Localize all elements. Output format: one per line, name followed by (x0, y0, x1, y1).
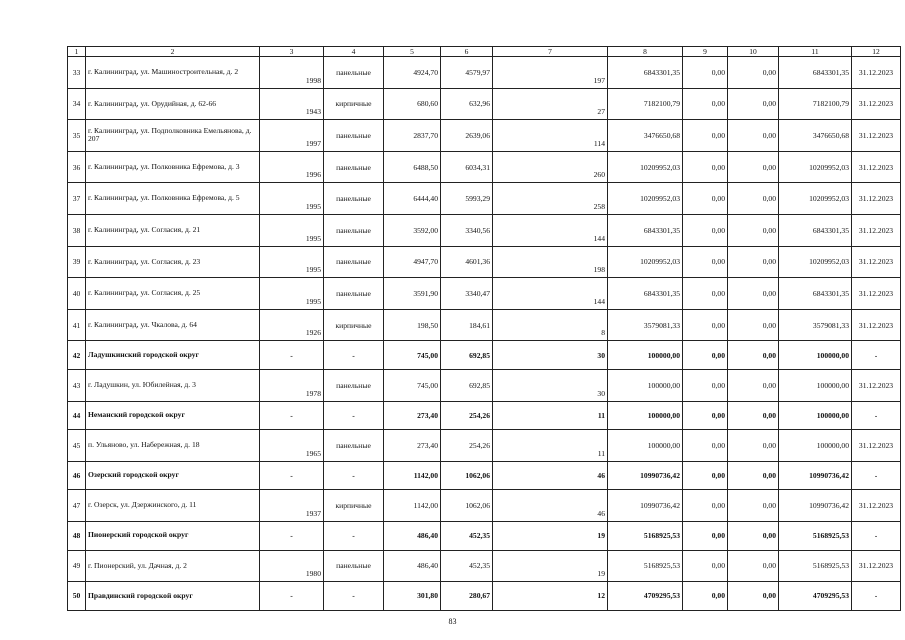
address-cell: г. Калининград, ул. Орудийная, д. 62-66 (86, 88, 260, 120)
cost-budget-cell: 0,00 (728, 461, 779, 490)
row-number: 40 (68, 278, 86, 310)
residents-cell: 12 (493, 582, 608, 611)
total-area-cell: 486,40 (384, 550, 441, 582)
cost-owners-cell: 6843301,35 (779, 278, 852, 310)
total-area-cell: 198,50 (384, 309, 441, 341)
row-number: 43 (68, 369, 86, 401)
year-cell: 1965 (260, 430, 324, 462)
total-cost-cell: 10209952,03 (608, 151, 683, 183)
row-number: 42 (68, 341, 86, 370)
cost-owners-cell: 4709295,53 (779, 582, 852, 611)
living-area-cell: 280,67 (441, 582, 493, 611)
cost-budget-cell: 0,00 (728, 183, 779, 215)
cost-fund-cell: 0,00 (683, 120, 728, 152)
cost-owners-cell: 100000,00 (779, 430, 852, 462)
cost-owners-cell: 10209952,03 (779, 183, 852, 215)
total-cost-cell: 10209952,03 (608, 183, 683, 215)
material-cell: панельные (324, 120, 384, 152)
material-cell: панельные (324, 369, 384, 401)
total-area-cell: 6444,40 (384, 183, 441, 215)
deadline-cell: - (852, 521, 901, 550)
district-subtotal-row (68, 341, 901, 370)
cost-owners-cell: 10209952,03 (779, 151, 852, 183)
district-subtotal-row (68, 521, 901, 550)
living-area-cell: 452,35 (441, 521, 493, 550)
living-area-cell: 5993,29 (441, 183, 493, 215)
cost-fund-cell: 0,00 (683, 278, 728, 310)
deadline-cell: 31.12.2023 (852, 120, 901, 152)
column-number: 12 (852, 47, 901, 57)
total-cost-cell: 100000,00 (608, 369, 683, 401)
living-area-cell: 3340,47 (441, 278, 493, 310)
year-cell: 1998 (260, 57, 324, 89)
living-area-cell: 254,26 (441, 430, 493, 462)
cost-fund-cell: 0,00 (683, 88, 728, 120)
living-area-cell: 4579,97 (441, 57, 493, 89)
column-number: 2 (86, 47, 260, 57)
cost-fund-cell: 0,00 (683, 401, 728, 430)
material-cell: - (324, 401, 384, 430)
address-cell: г. Озерск, ул. Дзержинского, д. 11 (86, 490, 260, 522)
material-cell: - (324, 461, 384, 490)
cost-owners-cell: 10209952,03 (779, 246, 852, 278)
row-number: 48 (68, 521, 86, 550)
cost-fund-cell: 0,00 (683, 151, 728, 183)
column-number: 5 (384, 47, 441, 57)
year-cell: - (260, 341, 324, 370)
material-cell: панельные (324, 151, 384, 183)
cost-fund-cell: 0,00 (683, 183, 728, 215)
year-cell: 1978 (260, 369, 324, 401)
cost-budget-cell: 0,00 (728, 582, 779, 611)
material-cell: панельные (324, 430, 384, 462)
row-number: 39 (68, 246, 86, 278)
cost-owners-cell: 3579081,33 (779, 309, 852, 341)
total-area-cell: 273,40 (384, 401, 441, 430)
total-cost-cell: 5168925,53 (608, 550, 683, 582)
total-cost-cell: 10209952,03 (608, 246, 683, 278)
table-row (68, 369, 901, 401)
cost-budget-cell: 0,00 (728, 550, 779, 582)
row-number: 50 (68, 582, 86, 611)
cost-owners-cell: 100000,00 (779, 401, 852, 430)
living-area-cell: 4601,36 (441, 246, 493, 278)
total-cost-cell: 6843301,35 (608, 57, 683, 89)
deadline-cell: 31.12.2023 (852, 309, 901, 341)
row-number: 38 (68, 214, 86, 246)
deadline-cell: - (852, 341, 901, 370)
row-number: 44 (68, 401, 86, 430)
cost-budget-cell: 0,00 (728, 490, 779, 522)
residents-cell: 144 (493, 214, 608, 246)
district-subtotal-row (68, 401, 901, 430)
cost-fund-cell: 0,00 (683, 461, 728, 490)
row-number: 49 (68, 550, 86, 582)
deadline-cell: 31.12.2023 (852, 183, 901, 215)
address-cell: г. Калининград, ул. Согласия, д. 23 (86, 246, 260, 278)
cost-budget-cell: 0,00 (728, 278, 779, 310)
cost-budget-cell: 0,00 (728, 309, 779, 341)
address-cell: г. Калининград, ул. Подполковника Емельянова, д. 207 (86, 120, 260, 152)
address-cell: г. Калининград, ул. Согласия, д. 25 (86, 278, 260, 310)
row-number: 47 (68, 490, 86, 522)
total-cost-cell: 100000,00 (608, 341, 683, 370)
residents-cell: 46 (493, 490, 608, 522)
year-cell: 1995 (260, 278, 324, 310)
total-cost-cell: 7182100,79 (608, 88, 683, 120)
cost-fund-cell: 0,00 (683, 550, 728, 582)
address-cell: Правдинский городской округ (86, 582, 260, 611)
material-cell: - (324, 341, 384, 370)
cost-budget-cell: 0,00 (728, 57, 779, 89)
row-number: 33 (68, 57, 86, 89)
cost-owners-cell: 100000,00 (779, 341, 852, 370)
cost-fund-cell: 0,00 (683, 309, 728, 341)
residents-cell: 11 (493, 401, 608, 430)
cost-owners-cell: 6843301,35 (779, 57, 852, 89)
material-cell: кирпичные (324, 88, 384, 120)
table-row (68, 278, 901, 310)
material-cell: кирпичные (324, 309, 384, 341)
table-row (68, 88, 901, 120)
year-cell: 1995 (260, 183, 324, 215)
table-row (68, 490, 901, 522)
cost-budget-cell: 0,00 (728, 151, 779, 183)
address-cell: г. Калининград, ул. Чкалова, д. 64 (86, 309, 260, 341)
year-cell: 1943 (260, 88, 324, 120)
total-cost-cell: 6843301,35 (608, 214, 683, 246)
cost-fund-cell: 0,00 (683, 341, 728, 370)
cost-fund-cell: 0,00 (683, 214, 728, 246)
living-area-cell: 254,26 (441, 401, 493, 430)
material-cell: панельные (324, 278, 384, 310)
deadline-cell: 31.12.2023 (852, 278, 901, 310)
column-number: 7 (493, 47, 608, 57)
row-number: 41 (68, 309, 86, 341)
address-cell: Неманский городской округ (86, 401, 260, 430)
living-area-cell: 2639,06 (441, 120, 493, 152)
total-area-cell: 745,00 (384, 341, 441, 370)
total-cost-cell: 10990736,42 (608, 490, 683, 522)
row-number: 37 (68, 183, 86, 215)
total-area-cell: 745,00 (384, 369, 441, 401)
table-row (68, 550, 901, 582)
material-cell: панельные (324, 214, 384, 246)
deadline-cell: 31.12.2023 (852, 430, 901, 462)
page-number: 83 (448, 617, 457, 626)
cost-fund-cell: 0,00 (683, 430, 728, 462)
residents-cell: 258 (493, 183, 608, 215)
cost-fund-cell: 0,00 (683, 246, 728, 278)
year-cell: - (260, 461, 324, 490)
residents-cell: 46 (493, 461, 608, 490)
material-cell: панельные (324, 57, 384, 89)
cost-budget-cell: 0,00 (728, 369, 779, 401)
cost-fund-cell: 0,00 (683, 57, 728, 89)
cost-budget-cell: 0,00 (728, 430, 779, 462)
column-number: 10 (728, 47, 779, 57)
living-area-cell: 1062,06 (441, 490, 493, 522)
district-subtotal-row (68, 461, 901, 490)
column-number: 4 (324, 47, 384, 57)
table-row (68, 120, 901, 152)
deadline-cell: 31.12.2023 (852, 369, 901, 401)
material-cell: панельные (324, 550, 384, 582)
deadline-cell: 31.12.2023 (852, 490, 901, 522)
table-row (68, 246, 901, 278)
living-area-cell: 452,35 (441, 550, 493, 582)
year-cell: 1997 (260, 120, 324, 152)
deadline-cell: 31.12.2023 (852, 246, 901, 278)
column-number: 9 (683, 47, 728, 57)
material-cell: кирпичные (324, 490, 384, 522)
cost-owners-cell: 10990736,42 (779, 490, 852, 522)
residents-cell: 8 (493, 309, 608, 341)
deadline-cell: 31.12.2023 (852, 214, 901, 246)
address-cell: Озерский городской округ (86, 461, 260, 490)
cost-owners-cell: 10990736,42 (779, 461, 852, 490)
material-cell: панельные (324, 246, 384, 278)
cost-budget-cell: 0,00 (728, 120, 779, 152)
living-area-cell: 632,96 (441, 88, 493, 120)
row-number: 35 (68, 120, 86, 152)
residents-cell: 197 (493, 57, 608, 89)
cost-owners-cell: 100000,00 (779, 369, 852, 401)
row-number: 45 (68, 430, 86, 462)
deadline-cell: - (852, 461, 901, 490)
material-cell: панельные (324, 183, 384, 215)
total-cost-cell: 4709295,53 (608, 582, 683, 611)
residents-cell: 30 (493, 341, 608, 370)
housing-table (67, 46, 901, 611)
cost-owners-cell: 7182100,79 (779, 88, 852, 120)
column-number: 8 (608, 47, 683, 57)
cost-fund-cell: 0,00 (683, 369, 728, 401)
residents-cell: 114 (493, 120, 608, 152)
total-area-cell: 2837,70 (384, 120, 441, 152)
total-cost-cell: 100000,00 (608, 401, 683, 430)
address-cell: г. Калининград, ул. Машиностроительная, д. 2 (86, 57, 260, 89)
residents-cell: 198 (493, 246, 608, 278)
total-cost-cell: 3579081,33 (608, 309, 683, 341)
residents-cell: 27 (493, 88, 608, 120)
address-cell: г. Калининград, ул. Полковника Ефремова, д. 5 (86, 183, 260, 215)
cost-budget-cell: 0,00 (728, 521, 779, 550)
deadline-cell: 31.12.2023 (852, 57, 901, 89)
residents-cell: 11 (493, 430, 608, 462)
total-cost-cell: 100000,00 (608, 430, 683, 462)
address-cell: г. Ладушкин, ул. Юбилейная, д. 3 (86, 369, 260, 401)
year-cell: 1980 (260, 550, 324, 582)
year-cell: 1926 (260, 309, 324, 341)
row-number: 34 (68, 88, 86, 120)
living-area-cell: 692,85 (441, 369, 493, 401)
cost-fund-cell: 0,00 (683, 582, 728, 611)
column-number: 1 (68, 47, 86, 57)
cost-budget-cell: 0,00 (728, 401, 779, 430)
living-area-cell: 6034,31 (441, 151, 493, 183)
cost-owners-cell: 5168925,53 (779, 550, 852, 582)
total-area-cell: 6488,50 (384, 151, 441, 183)
table-row (68, 183, 901, 215)
total-area-cell: 680,60 (384, 88, 441, 120)
deadline-cell: 31.12.2023 (852, 151, 901, 183)
deadline-cell: 31.12.2023 (852, 550, 901, 582)
table-row (68, 151, 901, 183)
residents-cell: 19 (493, 521, 608, 550)
residents-cell: 260 (493, 151, 608, 183)
cost-owners-cell: 6843301,35 (779, 214, 852, 246)
total-cost-cell: 10990736,42 (608, 461, 683, 490)
cost-fund-cell: 0,00 (683, 521, 728, 550)
total-cost-cell: 5168925,53 (608, 521, 683, 550)
address-cell: г. Калининград, ул. Согласия, д. 21 (86, 214, 260, 246)
row-number: 46 (68, 461, 86, 490)
deadline-cell: - (852, 582, 901, 611)
material-cell: - (324, 582, 384, 611)
living-area-cell: 3340,56 (441, 214, 493, 246)
column-number: 11 (779, 47, 852, 57)
cost-budget-cell: 0,00 (728, 88, 779, 120)
total-area-cell: 273,40 (384, 430, 441, 462)
address-cell: п. Ульяново, ул. Набережная, д. 18 (86, 430, 260, 462)
cost-budget-cell: 0,00 (728, 246, 779, 278)
address-cell: Ладушкинский городской округ (86, 341, 260, 370)
year-cell: - (260, 582, 324, 611)
living-area-cell: 692,85 (441, 341, 493, 370)
year-cell: - (260, 401, 324, 430)
row-number: 36 (68, 151, 86, 183)
table-row (68, 57, 901, 89)
total-area-cell: 4947,70 (384, 246, 441, 278)
total-area-cell: 301,80 (384, 582, 441, 611)
column-number: 3 (260, 47, 324, 57)
district-subtotal-row (68, 582, 901, 611)
year-cell: 1996 (260, 151, 324, 183)
address-cell: г. Пионерский, ул. Дачная, д. 2 (86, 550, 260, 582)
cost-budget-cell: 0,00 (728, 341, 779, 370)
total-cost-cell: 6843301,35 (608, 278, 683, 310)
table-row (68, 309, 901, 341)
total-area-cell: 1142,00 (384, 490, 441, 522)
living-area-cell: 1062,06 (441, 461, 493, 490)
year-cell: 1995 (260, 214, 324, 246)
year-cell: 1995 (260, 246, 324, 278)
cost-owners-cell: 3476650,68 (779, 120, 852, 152)
deadline-cell: - (852, 401, 901, 430)
table-row (68, 430, 901, 462)
total-area-cell: 3591,90 (384, 278, 441, 310)
cost-budget-cell: 0,00 (728, 214, 779, 246)
residents-cell: 19 (493, 550, 608, 582)
cost-owners-cell: 5168925,53 (779, 521, 852, 550)
total-area-cell: 4924,70 (384, 57, 441, 89)
residents-cell: 144 (493, 278, 608, 310)
deadline-cell: 31.12.2023 (852, 88, 901, 120)
table-row (68, 214, 901, 246)
year-cell: - (260, 521, 324, 550)
column-number: 6 (441, 47, 493, 57)
cost-fund-cell: 0,00 (683, 490, 728, 522)
material-cell: - (324, 521, 384, 550)
total-area-cell: 486,40 (384, 521, 441, 550)
total-area-cell: 1142,00 (384, 461, 441, 490)
living-area-cell: 184,61 (441, 309, 493, 341)
total-cost-cell: 3476650,68 (608, 120, 683, 152)
address-cell: г. Калининград, ул. Полковника Ефремова, д. 3 (86, 151, 260, 183)
address-cell: Пионерский городской округ (86, 521, 260, 550)
total-area-cell: 3592,00 (384, 214, 441, 246)
year-cell: 1937 (260, 490, 324, 522)
column-number-header (68, 47, 901, 57)
residents-cell: 30 (493, 369, 608, 401)
